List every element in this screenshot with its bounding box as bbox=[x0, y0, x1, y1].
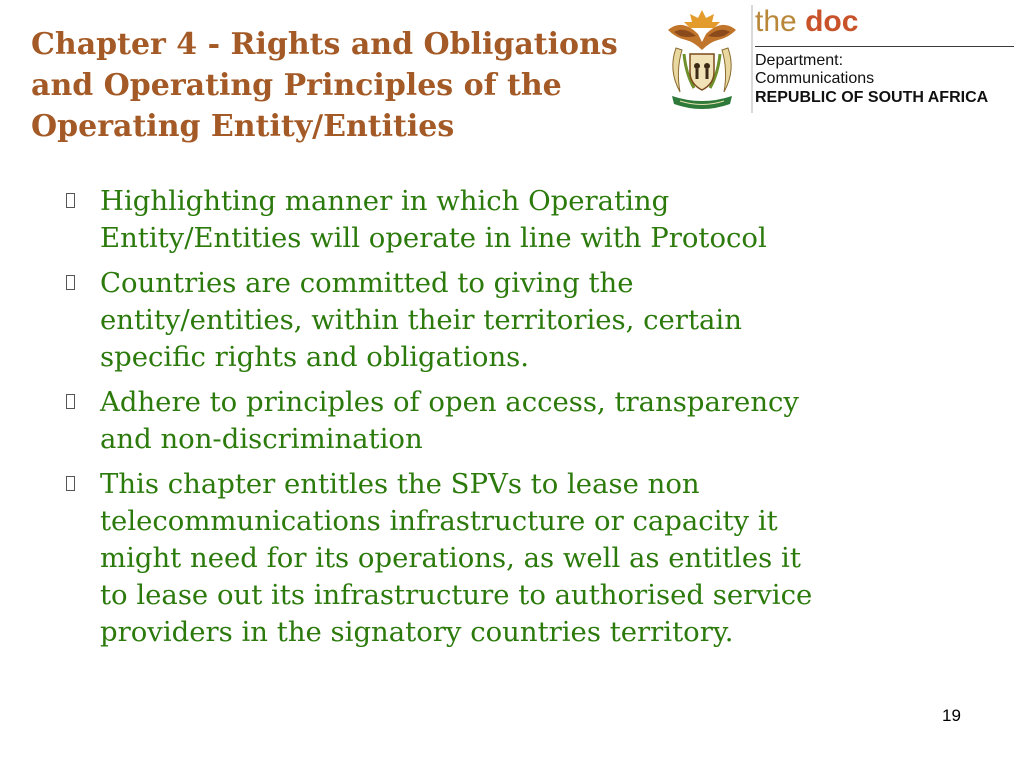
title-line: Chapter 4 - Rights and Obligations bbox=[31, 27, 618, 62]
bullet-line: This chapter entitles the SPVs to lease non bbox=[100, 468, 700, 500]
brand-rule bbox=[755, 46, 1014, 47]
bullet-text bbox=[100, 265, 742, 376]
brand-doc: doc bbox=[805, 5, 859, 38]
title-line: Operating Entity/Entities bbox=[31, 109, 455, 144]
department-logo bbox=[662, 4, 1018, 116]
bullet-text bbox=[100, 384, 799, 458]
bullet-text bbox=[100, 183, 767, 257]
square-bullet-icon bbox=[66, 384, 100, 420]
bullet-line: providers in the signatory countries territory. bbox=[100, 616, 734, 648]
bullet-list bbox=[66, 183, 966, 659]
square-bullet-icon bbox=[66, 265, 100, 301]
bullet-line: entity/entities, within their territories, certain bbox=[100, 304, 742, 336]
logo-divider bbox=[751, 5, 753, 113]
bullet-line: might need for its operations, as well as entitles it bbox=[100, 542, 801, 574]
bullet-line: to lease out its infrastructure to authorised service bbox=[100, 579, 813, 611]
bullet-line: Highlighting manner in which Operating bbox=[100, 185, 670, 217]
brand-wordmark bbox=[755, 4, 858, 40]
bullet-text bbox=[100, 466, 812, 651]
bullet-item bbox=[66, 384, 966, 458]
title-line: and Operating Principles of the bbox=[31, 68, 562, 103]
page-number: 19 bbox=[942, 706, 961, 725]
coat-of-arms-icon bbox=[662, 4, 742, 112]
brand-the: the bbox=[755, 5, 797, 38]
bullet-line: Entity/Entities will operate in line with Protocol bbox=[100, 222, 767, 254]
department-name: Communications bbox=[755, 70, 875, 87]
department-label: Department: bbox=[755, 52, 844, 69]
slide-title bbox=[31, 24, 661, 147]
bullet-line: and non-discrimination bbox=[100, 423, 423, 455]
bullet-line: Adhere to principles of open access, transparency bbox=[100, 386, 799, 418]
bullet-line: Countries are committed to giving the bbox=[100, 267, 634, 299]
square-bullet-icon bbox=[66, 466, 100, 502]
bullet-item bbox=[66, 466, 966, 651]
square-bullet-icon bbox=[66, 183, 100, 219]
bullet-item bbox=[66, 183, 966, 257]
bullet-line: specific rights and obligations. bbox=[100, 341, 530, 373]
country-name: REPUBLIC OF SOUTH AFRICA bbox=[755, 89, 989, 106]
bullet-item bbox=[66, 265, 966, 376]
bullet-line: telecommunications infrastructure or capacity it bbox=[100, 505, 778, 537]
